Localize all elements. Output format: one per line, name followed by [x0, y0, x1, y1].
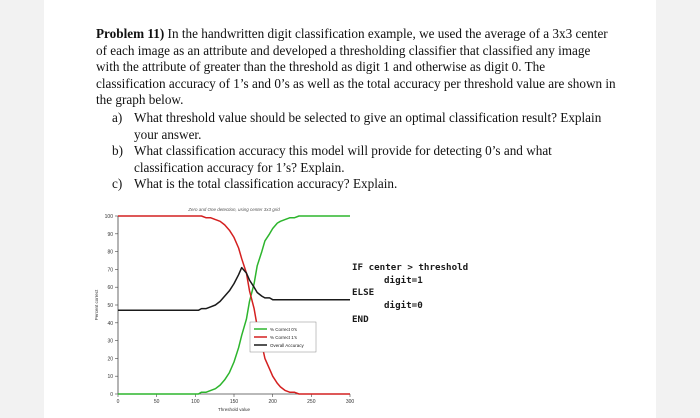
series-line-0	[118, 216, 350, 394]
question-item	[112, 176, 616, 193]
question-text: What is the total classification accuracy? Explain.	[134, 176, 398, 192]
y-axis-label: Percent correct	[94, 289, 99, 321]
x-tick-label: 0	[116, 399, 120, 405]
series-line-1	[118, 216, 350, 394]
y-tick-label: 80	[107, 249, 113, 256]
question-letter: a)	[112, 109, 123, 125]
y-tick-label: 20	[107, 356, 113, 363]
x-tick-label: 300	[345, 399, 355, 405]
y-tick-label: 100	[104, 214, 113, 220]
chart-title: Zero and One detection, using center 3x3 grid	[188, 207, 280, 212]
x-tick-label: 150	[229, 399, 239, 405]
y-tick-label: 90	[107, 231, 113, 238]
code-else-line: ELSE	[352, 287, 375, 298]
problem-text-block	[96, 26, 616, 193]
x-axis-label: Threshold value	[217, 407, 251, 412]
legend-label: Overall Accuracy	[270, 343, 304, 348]
question-list	[96, 110, 616, 193]
y-tick-label: 40	[107, 320, 113, 327]
problem-intro-text: In the handwritten digit classification example, we used the average of a 3x3 center of each image as an attribute and developed a thresholding classifier that classified any image with the attribute of greater than the threshold as digit 1 and otherwise as digit 0. The classification accuracy of 1’s and 0’s as well as the total accuracy per threshold value are shown in the graph below.	[96, 26, 616, 108]
y-tick-label: 70	[107, 267, 113, 274]
x-tick-label: 200	[268, 399, 277, 405]
right-margin-strip	[656, 0, 700, 418]
y-tick-label: 60	[107, 285, 113, 292]
pseudocode-block	[352, 262, 468, 327]
code-end-line: END	[352, 314, 369, 325]
question-text: What classification accuracy this model will provide for detecting 0’s and what classification accuracy for 1’s? Explain.	[134, 143, 552, 175]
question-letter: b)	[112, 143, 123, 159]
legend-label: % Correct 1's	[270, 335, 297, 340]
question-letter: c)	[112, 176, 123, 192]
code-digit0-line: digit=0	[384, 299, 423, 311]
chart-svg	[86, 202, 366, 414]
legend-label: % Correct 0's	[270, 327, 297, 332]
series-line-2	[118, 268, 350, 311]
y-tick-label: 10	[107, 374, 113, 381]
x-tick-label: 250	[307, 399, 316, 405]
accuracy-chart	[86, 202, 366, 414]
problem-intro	[96, 26, 616, 109]
question-item	[112, 143, 616, 176]
x-tick-label: 100	[191, 399, 200, 405]
y-tick-label: 50	[107, 303, 113, 309]
x-tick-label: 50	[153, 399, 160, 405]
left-margin-strip	[0, 0, 44, 418]
y-tick-label: 30	[107, 338, 113, 345]
question-text: What threshold value should be selected to give an optimal classification result? Explain your answer.	[134, 109, 602, 142]
code-if-line: IF center > threshold	[352, 262, 469, 273]
code-digit1-line: digit=1	[384, 274, 423, 286]
problem-label: Problem 11)	[96, 26, 165, 41]
question-item	[112, 110, 616, 143]
y-tick-label: 0	[110, 392, 113, 398]
